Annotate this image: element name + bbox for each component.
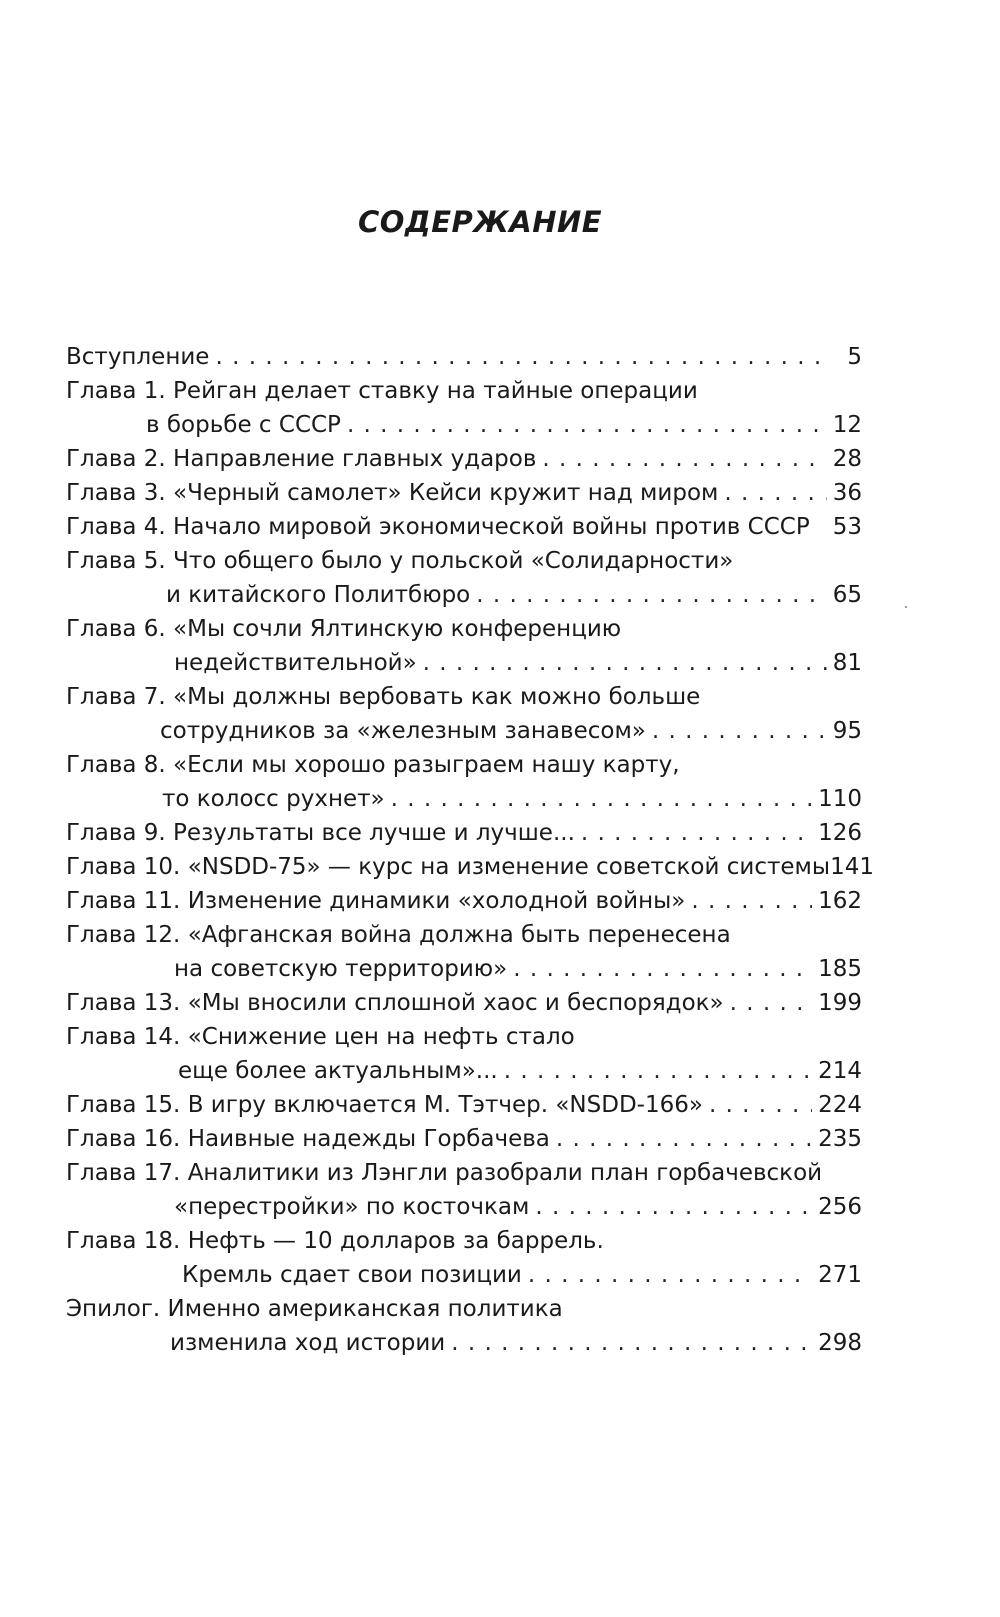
toc-page-number: 12 bbox=[832, 412, 862, 438]
toc-page-number: 53 bbox=[832, 514, 862, 540]
toc-entry[interactable] bbox=[66, 1156, 862, 1190]
toc-leader-dots bbox=[423, 646, 827, 680]
toc-entry[interactable] bbox=[66, 340, 862, 374]
toc-leader-dots bbox=[504, 1054, 812, 1088]
toc-entry-title: Что общего было у польской «Солидарности» bbox=[173, 548, 734, 574]
toc-leader-dots bbox=[730, 986, 812, 1020]
table-of-contents bbox=[66, 340, 874, 1360]
toc-page-number: 95 bbox=[832, 718, 862, 744]
toc-entry-heading bbox=[66, 1088, 703, 1122]
toc-entry-continuation[interactable] bbox=[66, 714, 862, 748]
toc-entry-title: В игру включается М. Тэтчер. «NSDD-166» bbox=[187, 1092, 703, 1118]
toc-entry[interactable] bbox=[66, 612, 862, 646]
toc-entry-title: Начало мировой экономической войны против СССР bbox=[173, 514, 810, 540]
toc-page-number: 271 bbox=[818, 1262, 862, 1288]
toc-leader-dots bbox=[709, 1088, 812, 1122]
toc-entry-heading bbox=[66, 442, 536, 476]
toc-leader-dots bbox=[215, 340, 832, 374]
toc-entry-title-continued: и китайского Политбюро bbox=[166, 582, 471, 608]
toc-entry-heading bbox=[66, 918, 731, 952]
toc-leader-dots bbox=[542, 442, 826, 476]
toc-entry[interactable] bbox=[66, 986, 862, 1020]
toc-entry-label: Глава 15. bbox=[66, 1092, 181, 1118]
toc-entry-label: Глава 13. bbox=[66, 990, 181, 1016]
toc-entry-label: Глава 1. bbox=[66, 378, 166, 404]
toc-entry-label: Глава 16. bbox=[66, 1126, 181, 1152]
toc-entry-title: Наивные надежды Горбачева bbox=[187, 1126, 550, 1152]
toc-entry-label: Глава 2. bbox=[66, 446, 166, 472]
toc-entry-title: Изменение динамики «холодной войны» bbox=[187, 888, 686, 914]
toc-page-number: 110 bbox=[818, 786, 862, 812]
toc-entry[interactable] bbox=[66, 374, 862, 408]
toc-entry-title: Направление главных ударов bbox=[173, 446, 537, 472]
toc-leader-dots bbox=[513, 952, 812, 986]
toc-entry-title-continued: на советскую территорию» bbox=[174, 956, 508, 982]
toc-entry-title: «Мы сочли Ялтинскую конференцию bbox=[173, 616, 622, 642]
toc-entry-title-continued: в борьбе с СССР bbox=[146, 412, 341, 438]
toc-page-number: 65 bbox=[832, 582, 862, 608]
toc-page-number: 28 bbox=[832, 446, 862, 472]
toc-leader-dots bbox=[535, 1190, 812, 1224]
toc-leader-dots bbox=[528, 1258, 812, 1292]
toc-page-number: 235 bbox=[818, 1126, 862, 1152]
toc-entry[interactable] bbox=[66, 442, 862, 476]
toc-leader-dots bbox=[581, 816, 812, 850]
toc-entry-continuation[interactable] bbox=[66, 408, 862, 442]
toc-leader-dots bbox=[476, 578, 826, 612]
toc-entry-title: «NSDD-75» — курс на изменение советской системы bbox=[187, 854, 831, 880]
toc-entry-continuation[interactable] bbox=[66, 646, 862, 680]
toc-entry-title: «Черный самолет» Кейси кружит над миром bbox=[173, 480, 719, 506]
toc-page-number: 141 bbox=[830, 854, 874, 880]
toc-entry[interactable] bbox=[66, 680, 862, 714]
toc-entry-heading bbox=[66, 544, 733, 578]
toc-page-number: 36 bbox=[832, 480, 862, 506]
toc-leader-dots bbox=[652, 714, 827, 748]
toc-entry[interactable] bbox=[66, 816, 862, 850]
toc-entry-heading bbox=[66, 884, 685, 918]
toc-entry[interactable] bbox=[66, 1122, 862, 1156]
toc-entry-title-continued: недействительной» bbox=[174, 650, 417, 676]
toc-entry[interactable] bbox=[66, 918, 862, 952]
toc-entry-title: «Афганская война должна быть перенесена bbox=[187, 922, 731, 948]
toc-entry-continuation[interactable] bbox=[66, 1258, 862, 1292]
toc-leader-dots bbox=[347, 408, 827, 442]
toc-entry[interactable] bbox=[66, 884, 862, 918]
toc-entry-label: Эпилог. bbox=[66, 1296, 161, 1322]
toc-entry-continuation[interactable] bbox=[66, 578, 862, 612]
toc-entry-title: Именно американская политика bbox=[167, 1296, 563, 1322]
toc-entry[interactable] bbox=[66, 1292, 862, 1326]
toc-entry-label: Глава 7. bbox=[66, 684, 166, 710]
toc-entry-label: Глава 11. bbox=[66, 888, 181, 914]
toc-entry-title-continued: еще более актуальным»... bbox=[178, 1058, 498, 1084]
toc-entry-title: «Если мы хорошо разыграем нашу карту, bbox=[173, 752, 680, 778]
toc-entry-title-continued: изменила ход истории bbox=[170, 1330, 446, 1356]
toc-leader-dots bbox=[691, 884, 812, 918]
toc-entry-heading bbox=[66, 748, 680, 782]
toc-entry-title-continued: сотрудников за «железным занавесом» bbox=[160, 718, 646, 744]
toc-entry-continuation[interactable] bbox=[66, 1326, 862, 1360]
toc-entry-label: Глава 5. bbox=[66, 548, 166, 574]
toc-entry-heading bbox=[66, 1224, 604, 1258]
toc-entry[interactable] bbox=[66, 476, 862, 510]
toc-page-number: 214 bbox=[818, 1058, 862, 1084]
toc-entry-heading bbox=[66, 1122, 550, 1156]
toc-entry-label: Глава 17. bbox=[66, 1160, 181, 1186]
toc-entry[interactable] bbox=[66, 850, 874, 884]
toc-entry[interactable] bbox=[66, 1020, 862, 1054]
toc-page-number: 256 bbox=[818, 1194, 862, 1220]
toc-entry-continuation[interactable] bbox=[66, 952, 862, 986]
toc-entry-label: Глава 18. bbox=[66, 1228, 181, 1254]
toc-entry-label: Вступление bbox=[66, 344, 210, 370]
toc-entry[interactable] bbox=[66, 748, 862, 782]
toc-entry-label: Глава 6. bbox=[66, 616, 166, 642]
toc-entry-title-continued: то колосс рухнет» bbox=[162, 786, 385, 812]
toc-page-number: 126 bbox=[818, 820, 862, 846]
toc-entry-label: Глава 14. bbox=[66, 1024, 181, 1050]
toc-entry-label: Глава 8. bbox=[66, 752, 166, 778]
toc-leader-dots bbox=[451, 1326, 812, 1360]
toc-entry-label: Глава 12. bbox=[66, 922, 181, 948]
toc-entry-heading bbox=[66, 510, 810, 544]
toc-page-number: 224 bbox=[818, 1092, 862, 1118]
toc-entry-label: Глава 4. bbox=[66, 514, 166, 540]
toc-entry-title: «Мы должны вербовать как можно больше bbox=[173, 684, 701, 710]
toc-entry-title: Результаты все лучше и лучше... bbox=[173, 820, 575, 846]
toc-page-number: 162 bbox=[818, 888, 862, 914]
toc-entry-continuation[interactable] bbox=[66, 1054, 862, 1088]
page-title: СОДЕРЖАНИЕ bbox=[357, 205, 603, 239]
toc-entry-heading bbox=[66, 850, 830, 884]
toc-entry-heading bbox=[66, 816, 575, 850]
toc-entry-heading bbox=[66, 1156, 822, 1190]
toc-entry[interactable] bbox=[66, 1088, 862, 1122]
toc-page-number: 185 bbox=[818, 956, 862, 982]
toc-page-number: 298 bbox=[818, 1330, 862, 1356]
print-speck bbox=[905, 606, 907, 608]
toc-entry[interactable] bbox=[66, 1224, 862, 1258]
toc-page-number: 81 bbox=[832, 650, 862, 676]
toc-entry-title: Аналитики из Лэнгли разобрали план горбачевской bbox=[187, 1160, 823, 1186]
toc-entry-title-continued: Кремль сдает свои позиции bbox=[182, 1262, 522, 1288]
toc-entry-title: Рейган делает ставку на тайные операции bbox=[173, 378, 698, 404]
toc-leader-dots bbox=[724, 476, 826, 510]
toc-entry-label: Глава 3. bbox=[66, 480, 166, 506]
toc-entry-heading bbox=[66, 680, 700, 714]
toc-entry-heading bbox=[66, 374, 698, 408]
toc-entry-title: «Снижение цен на нефть стало bbox=[187, 1024, 575, 1050]
toc-entry-heading bbox=[66, 476, 718, 510]
toc-entry-continuation[interactable] bbox=[66, 782, 862, 816]
toc-entry-heading bbox=[66, 340, 209, 374]
toc-page-number: 199 bbox=[818, 990, 862, 1016]
toc-leader-dots bbox=[391, 782, 812, 816]
toc-entry-heading bbox=[66, 612, 621, 646]
toc-entry-title-continued: «перестройки» по косточкам bbox=[174, 1194, 530, 1220]
toc-entry[interactable] bbox=[66, 544, 862, 578]
toc-entry-label: Глава 9. bbox=[66, 820, 166, 846]
toc-entry[interactable] bbox=[66, 510, 862, 544]
toc-entry-continuation[interactable] bbox=[66, 1190, 862, 1224]
toc-entry-heading bbox=[66, 1292, 563, 1326]
toc-page-number: 5 bbox=[847, 344, 862, 370]
toc-entry-heading bbox=[66, 1020, 575, 1054]
toc-entry-title: «Мы вносили сплошной хаос и беспорядок» bbox=[187, 990, 724, 1016]
toc-leader-dots bbox=[556, 1122, 812, 1156]
toc-entry-title: Нефть — 10 долларов за баррель. bbox=[187, 1228, 604, 1254]
toc-entry-heading bbox=[66, 986, 724, 1020]
toc-entry-label: Глава 10. bbox=[66, 854, 181, 880]
